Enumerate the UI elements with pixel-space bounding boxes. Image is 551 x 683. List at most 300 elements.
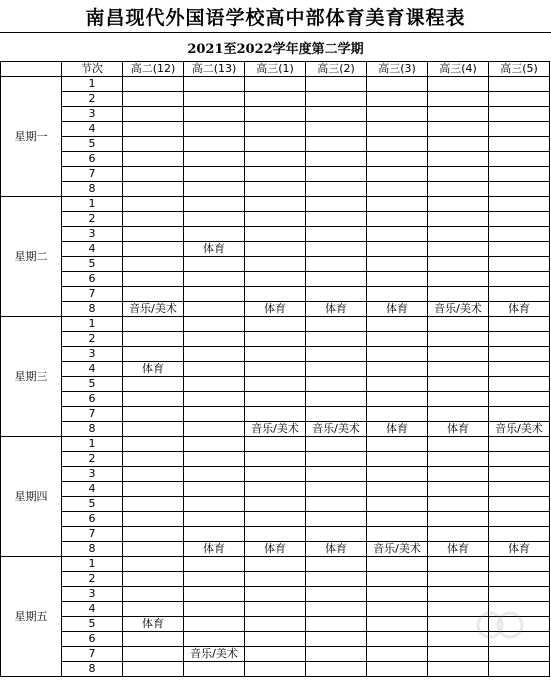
schedule-cell — [123, 392, 184, 407]
schedule-cell — [184, 602, 245, 617]
table-row — [1, 482, 550, 497]
schedule-cell — [123, 122, 184, 137]
schedule-cell — [367, 107, 428, 122]
period-number: 2 — [62, 572, 123, 587]
period-number: 7 — [62, 167, 123, 182]
period-number: 1 — [62, 197, 123, 212]
schedule-cell — [245, 122, 306, 137]
schedule-cell — [367, 647, 428, 662]
schedule-cell — [306, 467, 367, 482]
period-number: 2 — [62, 92, 123, 107]
schedule-cell: 体育 — [428, 542, 489, 557]
schedule-cell — [245, 437, 306, 452]
schedule-cell — [428, 332, 489, 347]
schedule-cell — [184, 257, 245, 272]
period-number: 5 — [62, 137, 123, 152]
schedule-cell — [428, 257, 489, 272]
schedule-cell — [123, 407, 184, 422]
schedule-cell — [428, 407, 489, 422]
schedule-cell — [428, 662, 489, 677]
schedule-cell — [428, 197, 489, 212]
schedule-cell — [367, 452, 428, 467]
schedule-cell — [367, 512, 428, 527]
schedule-cell — [367, 212, 428, 227]
table-row — [1, 212, 550, 227]
schedule-cell — [123, 272, 184, 287]
schedule-cell — [367, 437, 428, 452]
schedule-cell — [367, 122, 428, 137]
schedule-cell — [123, 527, 184, 542]
schedule-cell — [428, 452, 489, 467]
schedule-cell — [123, 197, 184, 212]
schedule-cell — [245, 287, 306, 302]
schedule-cell — [123, 317, 184, 332]
schedule-cell — [184, 572, 245, 587]
schedule-cell — [428, 272, 489, 287]
schedule-cell — [428, 212, 489, 227]
table-row — [1, 557, 550, 572]
schedule-cell — [245, 272, 306, 287]
schedule-cell — [367, 467, 428, 482]
schedule-cell — [428, 572, 489, 587]
schedule-cell — [123, 137, 184, 152]
schedule-cell — [123, 662, 184, 677]
schedule-cell — [489, 152, 550, 167]
schedule-cell — [306, 122, 367, 137]
day-label: 星期一 — [1, 77, 62, 197]
schedule-cell — [489, 227, 550, 242]
schedule-cell — [245, 602, 306, 617]
schedule-cell — [123, 422, 184, 437]
schedule-cell — [306, 317, 367, 332]
schedule-cell — [306, 437, 367, 452]
schedule-cell — [428, 167, 489, 182]
schedule-cell: 音乐/美术 — [306, 422, 367, 437]
schedule-cell: 体育 — [489, 302, 550, 317]
schedule-cell — [245, 407, 306, 422]
schedule-cell — [306, 287, 367, 302]
schedule-cell — [428, 137, 489, 152]
schedule-cell — [428, 287, 489, 302]
schedule-cell — [367, 317, 428, 332]
schedule-cell — [306, 392, 367, 407]
table-row — [1, 572, 550, 587]
schedule-cell — [245, 167, 306, 182]
schedule-cell: 音乐/美术 — [245, 422, 306, 437]
schedule-cell — [367, 182, 428, 197]
period-number: 4 — [62, 362, 123, 377]
header-class: 高二(12) — [123, 62, 184, 77]
day-label: 星期三 — [1, 317, 62, 437]
schedule-cell — [367, 497, 428, 512]
schedule-cell — [428, 92, 489, 107]
schedule-table — [0, 61, 550, 677]
schedule-cell — [367, 572, 428, 587]
schedule-cell — [489, 197, 550, 212]
schedule-cell — [184, 167, 245, 182]
schedule-cell — [245, 512, 306, 527]
schedule-cell — [123, 467, 184, 482]
table-row — [1, 602, 550, 617]
schedule-cell — [489, 332, 550, 347]
period-number: 1 — [62, 317, 123, 332]
table-row — [1, 377, 550, 392]
schedule-cell — [123, 212, 184, 227]
schedule-cell — [428, 482, 489, 497]
schedule-cell — [489, 467, 550, 482]
schedule-cell — [123, 482, 184, 497]
schedule-cell — [184, 392, 245, 407]
schedule-cell — [489, 437, 550, 452]
schedule-cell — [489, 662, 550, 677]
table-row — [1, 542, 550, 557]
schedule-cell: 音乐/美术 — [428, 302, 489, 317]
schedule-cell — [306, 242, 367, 257]
table-row — [1, 257, 550, 272]
header-corner — [1, 62, 62, 77]
schedule-cell — [367, 347, 428, 362]
period-number: 3 — [62, 107, 123, 122]
schedule-cell: 体育 — [367, 422, 428, 437]
schedule-cell — [367, 92, 428, 107]
table-row — [1, 497, 550, 512]
schedule-cell — [428, 527, 489, 542]
schedule-cell — [245, 617, 306, 632]
schedule-cell — [306, 602, 367, 617]
period-number: 5 — [62, 257, 123, 272]
schedule-cell — [428, 377, 489, 392]
schedule-cell — [428, 227, 489, 242]
period-number: 1 — [62, 437, 123, 452]
schedule-cell — [123, 557, 184, 572]
schedule-cell — [123, 107, 184, 122]
schedule-cell — [123, 77, 184, 92]
schedule-cell — [306, 407, 367, 422]
schedule-cell — [306, 497, 367, 512]
period-number: 4 — [62, 602, 123, 617]
schedule-cell — [123, 152, 184, 167]
schedule-cell — [123, 602, 184, 617]
schedule-cell — [367, 152, 428, 167]
table-row — [1, 272, 550, 287]
schedule-cell — [367, 197, 428, 212]
schedule-cell — [428, 122, 489, 137]
schedule-cell — [489, 362, 550, 377]
schedule-cell — [123, 257, 184, 272]
header-class: 高三(3) — [367, 62, 428, 77]
schedule-cell — [306, 137, 367, 152]
schedule-cell — [306, 347, 367, 362]
schedule-cell — [245, 332, 306, 347]
schedule-cell — [306, 617, 367, 632]
schedule-cell — [245, 647, 306, 662]
day-label: 星期二 — [1, 197, 62, 317]
schedule-cell — [245, 377, 306, 392]
table-row — [1, 167, 550, 182]
schedule-cell — [123, 182, 184, 197]
schedule-cell — [245, 557, 306, 572]
schedule-cell — [306, 332, 367, 347]
schedule-cell — [184, 182, 245, 197]
schedule-cell — [184, 317, 245, 332]
table-row — [1, 662, 550, 677]
schedule-cell — [428, 437, 489, 452]
schedule-cell — [428, 242, 489, 257]
schedule-cell — [489, 557, 550, 572]
schedule-cell — [184, 287, 245, 302]
schedule-cell — [245, 227, 306, 242]
schedule-cell: 体育 — [367, 302, 428, 317]
period-number: 3 — [62, 587, 123, 602]
table-row — [1, 617, 550, 632]
period-number: 5 — [62, 497, 123, 512]
period-number: 1 — [62, 557, 123, 572]
schedule-cell — [184, 212, 245, 227]
schedule-cell: 音乐/美术 — [184, 647, 245, 662]
schedule-cell — [306, 377, 367, 392]
period-number: 8 — [62, 182, 123, 197]
schedule-cell — [245, 452, 306, 467]
period-number: 7 — [62, 287, 123, 302]
schedule-cell — [306, 647, 367, 662]
period-number: 6 — [62, 392, 123, 407]
schedule-cell — [428, 467, 489, 482]
table-row — [1, 137, 550, 152]
schedule-cell — [428, 392, 489, 407]
header-period: 节次 — [62, 62, 123, 77]
table-row — [1, 407, 550, 422]
schedule-cell: 体育 — [184, 242, 245, 257]
schedule-cell — [245, 362, 306, 377]
table-row — [1, 242, 550, 257]
schedule-cell — [184, 137, 245, 152]
period-number: 6 — [62, 152, 123, 167]
schedule-cell — [306, 557, 367, 572]
schedule-cell — [184, 422, 245, 437]
schedule-cell — [245, 257, 306, 272]
schedule-cell: 体育 — [184, 542, 245, 557]
schedule-cell — [123, 377, 184, 392]
table-row — [1, 647, 550, 662]
schedule-cell — [245, 587, 306, 602]
table-row — [1, 467, 550, 482]
schedule-cell — [428, 512, 489, 527]
schedule-cell — [306, 362, 367, 377]
schedule-cell — [306, 452, 367, 467]
schedule-cell — [184, 362, 245, 377]
schedule-cell — [428, 77, 489, 92]
schedule-cell — [245, 317, 306, 332]
period-number: 8 — [62, 302, 123, 317]
schedule-cell — [184, 587, 245, 602]
table-row — [1, 197, 550, 212]
schedule-cell — [184, 92, 245, 107]
schedule-cell — [489, 572, 550, 587]
schedule-cell — [306, 572, 367, 587]
schedule-cell — [367, 392, 428, 407]
table-row — [1, 77, 550, 92]
period-number: 6 — [62, 632, 123, 647]
schedule-cell — [184, 302, 245, 317]
page-title: 南昌现代外国语学校高中部体育美育课程表 — [85, 6, 466, 29]
schedule-cell: 体育 — [123, 362, 184, 377]
schedule-cell — [489, 212, 550, 227]
period-number: 4 — [62, 242, 123, 257]
schedule-cell — [123, 332, 184, 347]
schedule-cell — [123, 452, 184, 467]
schedule-cell — [184, 407, 245, 422]
schedule-cell — [306, 257, 367, 272]
schedule-cell — [489, 167, 550, 182]
schedule-cell — [184, 77, 245, 92]
schedule-cell: 音乐/美术 — [489, 422, 550, 437]
schedule-cell — [306, 167, 367, 182]
schedule-cell — [245, 497, 306, 512]
page-subtitle: 2021至2022学年度第二学期 — [0, 32, 551, 61]
schedule-cell — [489, 527, 550, 542]
schedule-cell — [306, 227, 367, 242]
schedule-cell — [489, 242, 550, 257]
schedule-cell — [306, 152, 367, 167]
schedule-cell — [489, 137, 550, 152]
table-row — [1, 392, 550, 407]
schedule-cell — [489, 377, 550, 392]
schedule-cell — [489, 512, 550, 527]
schedule-cell — [367, 407, 428, 422]
schedule-cell — [367, 272, 428, 287]
schedule-cell — [489, 497, 550, 512]
schedule-cell — [184, 197, 245, 212]
schedule-cell — [245, 152, 306, 167]
schedule-cell — [489, 107, 550, 122]
schedule-cell — [184, 662, 245, 677]
schedule-cell — [489, 287, 550, 302]
table-row — [1, 152, 550, 167]
table-row — [1, 527, 550, 542]
schedule-cell — [123, 347, 184, 362]
period-number: 2 — [62, 212, 123, 227]
schedule-cell — [367, 287, 428, 302]
table-row — [1, 107, 550, 122]
schedule-cell — [489, 392, 550, 407]
table-row — [1, 122, 550, 137]
schedule-cell — [489, 482, 550, 497]
schedule-cell — [367, 587, 428, 602]
table-row — [1, 437, 550, 452]
schedule-cell — [306, 512, 367, 527]
schedule-cell — [245, 182, 306, 197]
schedule-cell — [184, 437, 245, 452]
schedule-cell — [489, 92, 550, 107]
schedule-cell — [367, 602, 428, 617]
schedule-cell — [184, 617, 245, 632]
table-row — [1, 287, 550, 302]
schedule-cell — [428, 182, 489, 197]
schedule-cell — [306, 662, 367, 677]
schedule-cell — [306, 182, 367, 197]
schedule-cell: 体育 — [306, 542, 367, 557]
header-class: 高三(5) — [489, 62, 550, 77]
schedule-cell — [428, 362, 489, 377]
schedule-cell — [367, 482, 428, 497]
day-label: 星期五 — [1, 557, 62, 677]
schedule-cell — [367, 617, 428, 632]
period-number: 7 — [62, 527, 123, 542]
header-class: 高三(1) — [245, 62, 306, 77]
schedule-cell — [184, 512, 245, 527]
schedule-cell — [245, 392, 306, 407]
table-row — [1, 632, 550, 647]
schedule-cell — [367, 137, 428, 152]
schedule-cell — [245, 527, 306, 542]
period-number: 4 — [62, 122, 123, 137]
table-row — [1, 182, 550, 197]
schedule-cell — [489, 407, 550, 422]
schedule-cell — [245, 107, 306, 122]
schedule-cell — [367, 227, 428, 242]
schedule-cell — [184, 497, 245, 512]
period-number: 6 — [62, 512, 123, 527]
schedule-cell — [245, 92, 306, 107]
schedule-cell — [428, 317, 489, 332]
schedule-cell — [184, 122, 245, 137]
schedule-cell — [489, 182, 550, 197]
schedule-cell — [367, 257, 428, 272]
period-number: 2 — [62, 332, 123, 347]
schedule-cell — [489, 452, 550, 467]
schedule-cell — [489, 257, 550, 272]
schedule-cell — [184, 152, 245, 167]
schedule-cell — [489, 122, 550, 137]
period-number: 7 — [62, 407, 123, 422]
schedule-cell — [367, 557, 428, 572]
schedule-cell — [306, 632, 367, 647]
schedule-cell: 音乐/美术 — [123, 302, 184, 317]
schedule-cell — [428, 557, 489, 572]
schedule-cell — [123, 167, 184, 182]
schedule-cell — [367, 527, 428, 542]
schedule-cell — [367, 332, 428, 347]
schedule-cell: 体育 — [489, 542, 550, 557]
period-number: 3 — [62, 467, 123, 482]
period-number: 6 — [62, 272, 123, 287]
watermark-logo — [470, 600, 530, 650]
header-class: 高三(4) — [428, 62, 489, 77]
schedule-cell — [123, 512, 184, 527]
schedule-cell — [123, 497, 184, 512]
schedule-cell — [306, 212, 367, 227]
schedule-cell — [428, 497, 489, 512]
schedule-cell — [123, 572, 184, 587]
schedule-cell — [367, 377, 428, 392]
schedule-cell — [367, 242, 428, 257]
schedule-cell — [184, 107, 245, 122]
period-number: 2 — [62, 452, 123, 467]
schedule-cell: 体育 — [123, 617, 184, 632]
table-row — [1, 332, 550, 347]
schedule-cell — [123, 92, 184, 107]
table-row — [1, 347, 550, 362]
schedule-cell — [428, 347, 489, 362]
period-number: 8 — [62, 542, 123, 557]
schedule-cell: 体育 — [428, 422, 489, 437]
period-number: 8 — [62, 422, 123, 437]
schedule-cell — [245, 482, 306, 497]
schedule-cell — [184, 467, 245, 482]
schedule-cell — [245, 662, 306, 677]
schedule-cell — [306, 527, 367, 542]
schedule-cell — [184, 632, 245, 647]
